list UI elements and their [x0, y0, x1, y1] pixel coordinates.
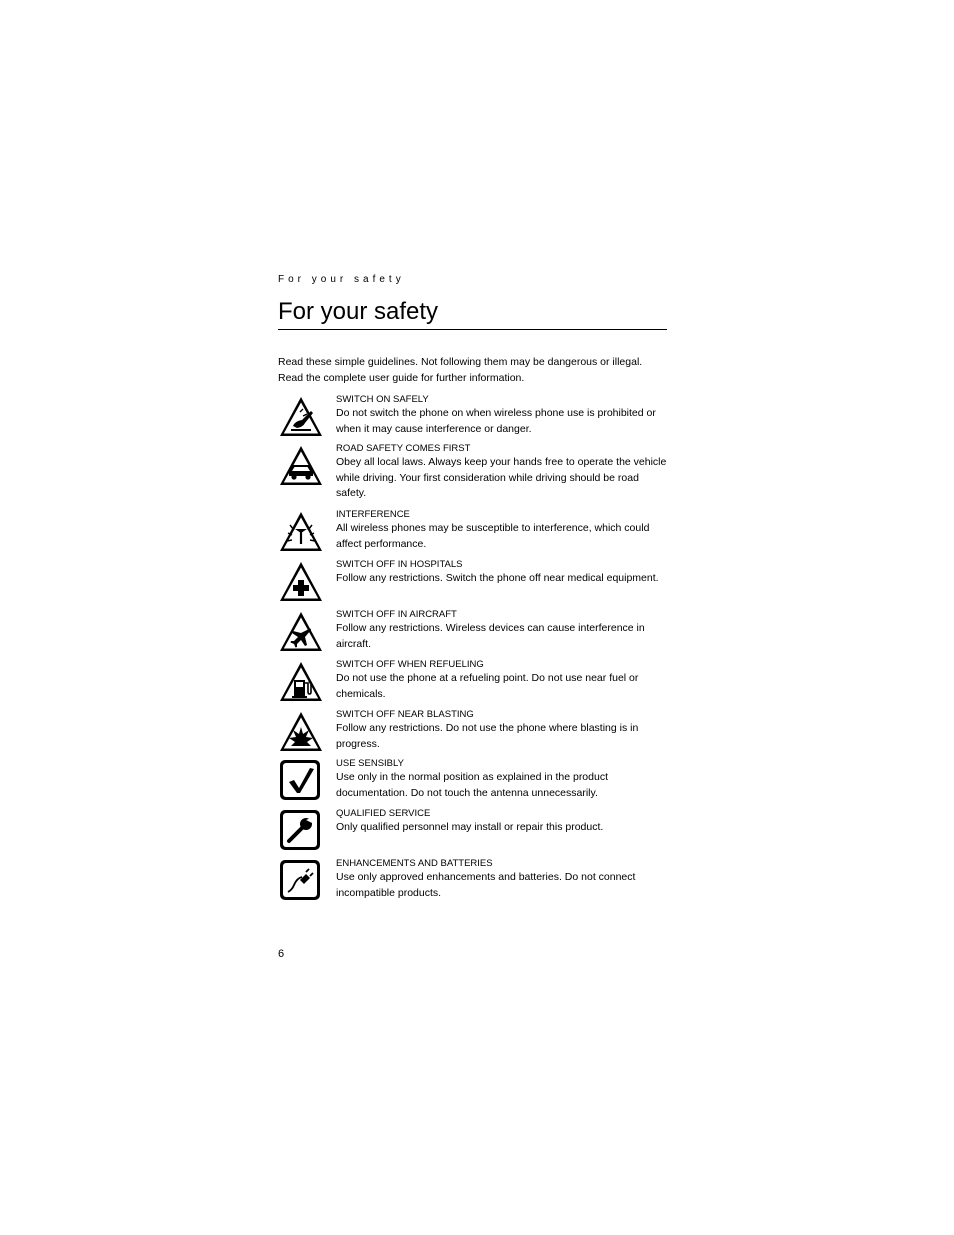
- safety-item-road-safety: [278, 443, 670, 500]
- running-head: For your safety: [278, 274, 405, 285]
- safety-item-enhancements: [278, 858, 670, 904]
- road-safety-icon: [278, 443, 324, 487]
- safety-item-heading: ENHANCEMENTS AND BATTERIES: [336, 858, 493, 869]
- intro-line: Read the complete user guide for further information.: [278, 372, 525, 384]
- checkmark-icon: [278, 758, 324, 802]
- safety-item-blasting: [278, 709, 670, 755]
- safety-item-hospitals: [278, 559, 670, 605]
- safety-item-heading: SWITCH OFF IN AIRCRAFT: [336, 609, 457, 620]
- aircraft-icon: [278, 609, 324, 653]
- safety-item-heading: SWITCH OFF IN HOSPITALS: [336, 559, 463, 570]
- safety-item-heading: QUALIFIED SERVICE: [336, 808, 431, 819]
- safety-item-qualified-service: [278, 808, 670, 854]
- safety-item-body: Use only approved enhancements and batteries. Do not connect incompatible products.: [336, 871, 636, 899]
- switch-on-safely-icon: [278, 394, 324, 438]
- safety-item-use-sensibly: [278, 758, 670, 804]
- hospital-icon: [278, 559, 324, 603]
- battery-connector-icon: [278, 858, 324, 902]
- safety-item-switch-on-safely: [278, 394, 670, 440]
- wrench-icon: [278, 808, 324, 852]
- safety-item-body: Follow any restrictions. Wireless devices can cause interference in aircraft.: [336, 622, 645, 650]
- safety-item-heading: SWITCH OFF WHEN REFUELING: [336, 659, 484, 670]
- safety-item-body: Do not switch the phone on when wireless phone use is prohibited or when it may cause interference or danger.: [336, 407, 656, 435]
- fuel-pump-icon: [278, 659, 324, 703]
- safety-item-heading: SWITCH OFF NEAR BLASTING: [336, 709, 474, 720]
- safety-item-body: Use only in the normal position as explained in the product documentation. Do not touch the antenna unnecessarily.: [336, 771, 608, 799]
- intro-line: Read these simple guidelines. Not following them may be dangerous or illegal.: [278, 356, 643, 368]
- safety-item-heading: USE SENSIBLY: [336, 758, 404, 769]
- safety-item-refueling: [278, 659, 670, 705]
- safety-item-heading: ROAD SAFETY COMES FIRST: [336, 443, 471, 454]
- safety-item-body: Follow any restrictions. Do not use the phone where blasting is in progress.: [336, 722, 639, 750]
- interference-icon: [278, 509, 324, 553]
- page-title: For your safety: [278, 297, 667, 330]
- safety-item-heading: INTERFERENCE: [336, 509, 410, 520]
- explosion-icon: [278, 709, 324, 753]
- safety-item-body: Obey all local laws. Always keep your hands free to operate the vehicle while driving. Your first consideration while driving should be road safety.: [336, 456, 667, 500]
- safety-item-body: Do not use the phone at a refueling point. Do not use near fuel or chemicals.: [336, 672, 639, 700]
- safety-item-body: Follow any restrictions. Switch the phone off near medical equipment.: [336, 572, 659, 584]
- intro-text: [278, 354, 670, 386]
- safety-item-body: All wireless phones may be susceptible to interference, which could affect performance.: [336, 522, 650, 550]
- safety-item-heading: SWITCH ON SAFELY: [336, 394, 429, 405]
- safety-item-body: Only qualified personnel may install or repair this product.: [336, 821, 604, 833]
- page-number: 6: [278, 948, 285, 960]
- safety-item-interference: [278, 509, 670, 555]
- safety-item-aircraft: [278, 609, 670, 655]
